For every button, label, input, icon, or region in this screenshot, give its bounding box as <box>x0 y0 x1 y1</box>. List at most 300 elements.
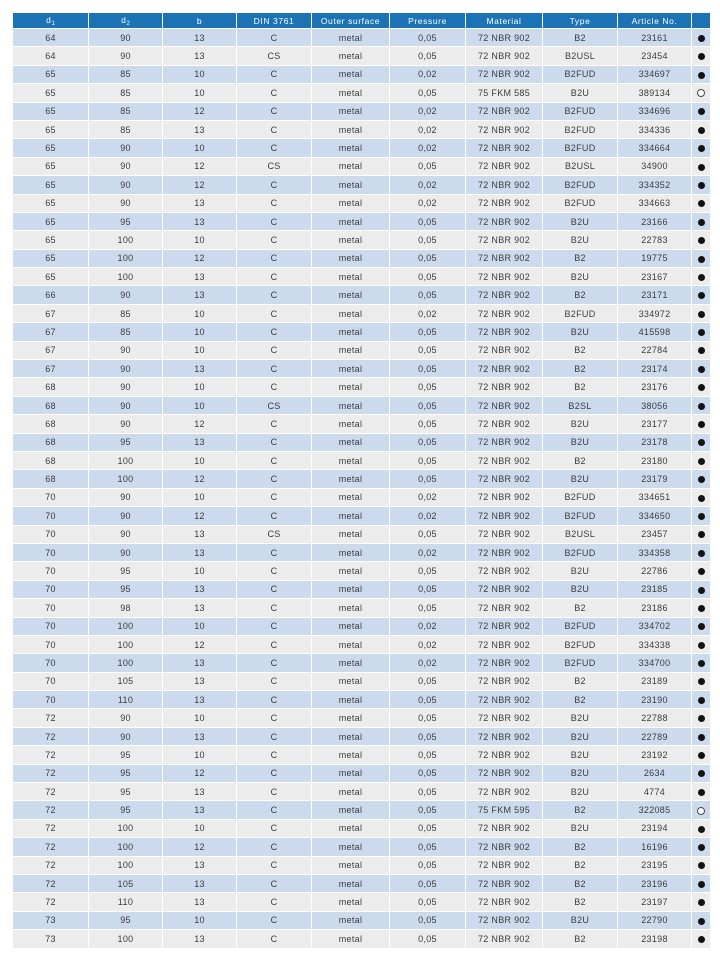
table-row <box>13 103 710 121</box>
column-header-type <box>543 13 618 29</box>
cell-pressure: 0,05 <box>390 378 466 396</box>
cell-din-3761: C <box>237 103 312 121</box>
cell-type: B2USL <box>543 47 618 65</box>
cell-pressure: 0,05 <box>390 783 466 801</box>
cell-availability <box>692 47 710 65</box>
cell-d1: 70 <box>13 581 89 599</box>
cell-pressure: 0,02 <box>390 654 466 672</box>
cell-d2: 90 <box>89 47 163 65</box>
filled-dot-icon <box>698 164 705 171</box>
filled-dot-icon <box>698 826 705 833</box>
column-header-din-3761 <box>237 13 312 29</box>
cell-din-3761: C <box>237 893 312 911</box>
cell-type: B2U <box>543 783 618 801</box>
cell-din-3761: C <box>237 213 312 231</box>
cell-pressure: 0,05 <box>390 470 466 488</box>
cell-pressure: 0,05 <box>390 691 466 709</box>
cell-pressure: 0,02 <box>390 66 466 84</box>
cell-d2: 90 <box>89 544 163 562</box>
product-table <box>13 13 710 949</box>
table-row <box>13 470 710 488</box>
cell-d2: 90 <box>89 415 163 433</box>
cell-d1: 70 <box>13 691 89 709</box>
cell-material: 72 NBR 902 <box>466 470 543 488</box>
cell-pressure: 0,05 <box>390 673 466 691</box>
table-row <box>13 544 710 562</box>
cell-material: 72 NBR 902 <box>466 526 543 544</box>
cell-outer-surface: metal <box>312 489 390 507</box>
cell-article-no: 23171 <box>618 286 692 304</box>
cell-d2: 90 <box>89 526 163 544</box>
cell-outer-surface: metal <box>312 195 390 213</box>
cell-b: 10 <box>163 305 237 323</box>
filled-dot-icon <box>698 458 705 465</box>
table-row <box>13 893 710 911</box>
filled-dot-icon <box>698 899 705 906</box>
cell-din-3761: C <box>237 489 312 507</box>
cell-b: 12 <box>163 415 237 433</box>
table-row <box>13 526 710 544</box>
cell-b: 13 <box>163 286 237 304</box>
cell-d2: 90 <box>89 397 163 415</box>
column-header-d1 <box>13 13 89 29</box>
cell-din-3761: C <box>237 66 312 84</box>
cell-d1: 70 <box>13 507 89 525</box>
cell-din-3761: CS <box>237 397 312 415</box>
filled-dot-icon <box>698 862 705 869</box>
cell-outer-surface: metal <box>312 397 390 415</box>
filled-dot-icon <box>698 587 705 594</box>
filled-dot-icon <box>698 476 705 483</box>
cell-d2: 85 <box>89 103 163 121</box>
filled-dot-icon <box>698 108 705 115</box>
filled-dot-icon <box>698 531 705 538</box>
cell-d1: 68 <box>13 397 89 415</box>
cell-type: B2 <box>543 673 618 691</box>
cell-din-3761: C <box>237 875 312 893</box>
cell-din-3761: C <box>237 231 312 249</box>
cell-din-3761: C <box>237 360 312 378</box>
cell-b: 13 <box>163 893 237 911</box>
filled-dot-icon <box>698 881 705 888</box>
cell-pressure: 0,05 <box>390 912 466 930</box>
cell-article-no: 22790 <box>618 912 692 930</box>
table-row <box>13 47 710 65</box>
cell-type: B2 <box>543 893 618 911</box>
filled-dot-icon <box>698 439 705 446</box>
cell-b: 13 <box>163 121 237 139</box>
cell-material: 72 NBR 902 <box>466 599 543 617</box>
cell-type: B2 <box>543 930 618 948</box>
cell-article-no: 23177 <box>618 415 692 433</box>
cell-din-3761: C <box>237 268 312 286</box>
cell-b: 10 <box>163 820 237 838</box>
cell-din-3761: C <box>237 470 312 488</box>
cell-din-3761: C <box>237 378 312 396</box>
filled-dot-icon <box>698 513 705 520</box>
cell-b: 10 <box>163 139 237 157</box>
cell-b: 10 <box>163 562 237 580</box>
column-header-subscript: 2 <box>126 20 130 27</box>
filled-dot-icon <box>698 403 705 410</box>
column-header-label: DIN 3761 <box>253 15 295 26</box>
cell-b: 13 <box>163 47 237 65</box>
cell-material: 72 NBR 902 <box>466 893 543 911</box>
cell-b: 10 <box>163 618 237 636</box>
cell-d2: 100 <box>89 470 163 488</box>
table-row <box>13 728 710 746</box>
cell-outer-surface: metal <box>312 84 390 102</box>
cell-b: 12 <box>163 250 237 268</box>
cell-type: B2FUD <box>543 66 618 84</box>
cell-material: 72 NBR 902 <box>466 544 543 562</box>
cell-d1: 65 <box>13 158 89 176</box>
cell-d2: 95 <box>89 746 163 764</box>
cell-pressure: 0,05 <box>390 930 466 948</box>
cell-availability <box>692 397 710 415</box>
cell-d1: 65 <box>13 195 89 213</box>
cell-d2: 100 <box>89 654 163 672</box>
cell-din-3761: C <box>237 176 312 194</box>
cell-d2: 90 <box>89 29 163 47</box>
cell-material: 72 NBR 902 <box>466 912 543 930</box>
filled-dot-icon <box>698 35 705 42</box>
cell-d2: 95 <box>89 434 163 452</box>
cell-availability <box>692 912 710 930</box>
cell-material: 72 NBR 902 <box>466 746 543 764</box>
cell-d2: 105 <box>89 875 163 893</box>
cell-material: 72 NBR 902 <box>466 618 543 636</box>
cell-material: 72 NBR 902 <box>466 875 543 893</box>
column-header-pressure <box>390 13 466 29</box>
cell-type: B2FUD <box>543 489 618 507</box>
cell-b: 12 <box>163 765 237 783</box>
filled-dot-icon <box>698 495 705 502</box>
cell-d1: 73 <box>13 912 89 930</box>
column-header-material <box>466 13 543 29</box>
cell-type: B2FUD <box>543 618 618 636</box>
cell-d1: 70 <box>13 599 89 617</box>
cell-material: 72 NBR 902 <box>466 930 543 948</box>
cell-availability <box>692 599 710 617</box>
cell-d2: 95 <box>89 562 163 580</box>
cell-d1: 68 <box>13 378 89 396</box>
filled-dot-icon <box>698 384 705 391</box>
cell-pressure: 0,05 <box>390 599 466 617</box>
cell-article-no: 2634 <box>618 765 692 783</box>
column-header-outer-surface <box>312 13 390 29</box>
filled-dot-icon <box>698 715 705 722</box>
cell-pressure: 0,05 <box>390 268 466 286</box>
cell-material: 72 NBR 902 <box>466 765 543 783</box>
cell-outer-surface: metal <box>312 618 390 636</box>
cell-material: 72 NBR 902 <box>466 673 543 691</box>
cell-d1: 72 <box>13 838 89 856</box>
table-row <box>13 618 710 636</box>
cell-d1: 65 <box>13 250 89 268</box>
cell-article-no: 23180 <box>618 452 692 470</box>
cell-availability <box>692 728 710 746</box>
cell-pressure: 0,05 <box>390 820 466 838</box>
cell-b: 12 <box>163 507 237 525</box>
cell-pressure: 0,05 <box>390 158 466 176</box>
cell-pressure: 0,05 <box>390 562 466 580</box>
cell-pressure: 0,05 <box>390 250 466 268</box>
cell-pressure: 0,05 <box>390 452 466 470</box>
cell-d1: 70 <box>13 526 89 544</box>
column-header-label: Pressure <box>408 15 447 26</box>
cell-d2: 85 <box>89 305 163 323</box>
cell-availability <box>692 673 710 691</box>
cell-pressure: 0,05 <box>390 746 466 764</box>
cell-d2: 90 <box>89 728 163 746</box>
table-row <box>13 912 710 930</box>
cell-availability <box>692 250 710 268</box>
cell-d1: 64 <box>13 47 89 65</box>
column-header-subscript: 1 <box>51 20 55 27</box>
cell-outer-surface: metal <box>312 452 390 470</box>
cell-article-no: 334358 <box>618 544 692 562</box>
cell-type: B2USL <box>543 158 618 176</box>
cell-type: B2U <box>543 912 618 930</box>
cell-b: 13 <box>163 728 237 746</box>
table-row <box>13 29 710 47</box>
cell-din-3761: C <box>237 121 312 139</box>
filled-dot-icon <box>698 844 705 851</box>
filled-dot-icon <box>698 292 705 299</box>
cell-outer-surface: metal <box>312 673 390 691</box>
cell-type: B2FUD <box>543 636 618 654</box>
cell-article-no: 334336 <box>618 121 692 139</box>
cell-material: 72 NBR 902 <box>466 378 543 396</box>
cell-d2: 98 <box>89 599 163 617</box>
cell-article-no: 334352 <box>618 176 692 194</box>
column-header-label: Type <box>569 15 591 26</box>
cell-type: B2FUD <box>543 195 618 213</box>
cell-pressure: 0,05 <box>390 47 466 65</box>
cell-type: B2U <box>543 84 618 102</box>
cell-pressure: 0,05 <box>390 415 466 433</box>
cell-d1: 67 <box>13 342 89 360</box>
cell-material: 72 NBR 902 <box>466 709 543 727</box>
table-row <box>13 268 710 286</box>
cell-type: B2U <box>543 581 618 599</box>
cell-b: 10 <box>163 709 237 727</box>
cell-pressure: 0,05 <box>390 857 466 875</box>
cell-din-3761: C <box>237 765 312 783</box>
cell-material: 72 NBR 902 <box>466 213 543 231</box>
cell-article-no: 23194 <box>618 820 692 838</box>
cell-din-3761: C <box>237 562 312 580</box>
filled-dot-icon <box>698 311 705 318</box>
cell-outer-surface: metal <box>312 526 390 544</box>
cell-article-no: 23195 <box>618 857 692 875</box>
cell-outer-surface: metal <box>312 636 390 654</box>
cell-outer-surface: metal <box>312 158 390 176</box>
cell-outer-surface: metal <box>312 360 390 378</box>
cell-outer-surface: metal <box>312 709 390 727</box>
cell-type: B2 <box>543 250 618 268</box>
table-row <box>13 195 710 213</box>
filled-dot-icon <box>698 347 705 354</box>
cell-outer-surface: metal <box>312 305 390 323</box>
cell-d1: 72 <box>13 709 89 727</box>
cell-outer-surface: metal <box>312 562 390 580</box>
cell-material: 72 NBR 902 <box>466 103 543 121</box>
cell-outer-surface: metal <box>312 29 390 47</box>
cell-din-3761: C <box>237 636 312 654</box>
table-row <box>13 360 710 378</box>
cell-availability <box>692 378 710 396</box>
cell-material: 72 NBR 902 <box>466 507 543 525</box>
cell-d2: 85 <box>89 66 163 84</box>
cell-d2: 90 <box>89 507 163 525</box>
cell-pressure: 0,05 <box>390 801 466 819</box>
cell-b: 12 <box>163 158 237 176</box>
cell-outer-surface: metal <box>312 121 390 139</box>
cell-material: 72 NBR 902 <box>466 250 543 268</box>
cell-b: 10 <box>163 378 237 396</box>
table-row <box>13 599 710 617</box>
cell-article-no: 38056 <box>618 397 692 415</box>
table-header-row <box>13 13 710 29</box>
cell-din-3761: C <box>237 452 312 470</box>
cell-type: B2U <box>543 728 618 746</box>
table-row <box>13 323 710 341</box>
cell-outer-surface: metal <box>312 507 390 525</box>
cell-article-no: 23190 <box>618 691 692 709</box>
filled-dot-icon <box>698 605 705 612</box>
filled-dot-icon <box>698 145 705 152</box>
cell-d1: 70 <box>13 654 89 672</box>
column-header-label: Article No. <box>631 15 678 26</box>
cell-material: 72 NBR 902 <box>466 691 543 709</box>
cell-d2: 85 <box>89 84 163 102</box>
cell-outer-surface: metal <box>312 323 390 341</box>
cell-d2: 90 <box>89 360 163 378</box>
cell-outer-surface: metal <box>312 893 390 911</box>
cell-din-3761: C <box>237 29 312 47</box>
cell-availability <box>692 121 710 139</box>
filled-dot-icon <box>698 752 705 759</box>
cell-pressure: 0,02 <box>390 305 466 323</box>
cell-type: B2U <box>543 323 618 341</box>
cell-outer-surface: metal <box>312 139 390 157</box>
cell-article-no: 334700 <box>618 654 692 672</box>
cell-availability <box>692 195 710 213</box>
table-row <box>13 139 710 157</box>
cell-pressure: 0,02 <box>390 121 466 139</box>
cell-d2: 100 <box>89 452 163 470</box>
cell-type: B2U <box>543 415 618 433</box>
cell-d1: 68 <box>13 415 89 433</box>
open-dot-icon <box>697 807 705 815</box>
cell-din-3761: CS <box>237 526 312 544</box>
cell-din-3761: C <box>237 820 312 838</box>
cell-din-3761: C <box>237 746 312 764</box>
cell-pressure: 0,05 <box>390 397 466 415</box>
cell-d2: 100 <box>89 636 163 654</box>
cell-b: 13 <box>163 930 237 948</box>
cell-material: 72 NBR 902 <box>466 360 543 378</box>
cell-material: 72 NBR 902 <box>466 66 543 84</box>
cell-pressure: 0,05 <box>390 231 466 249</box>
cell-article-no: 23197 <box>618 893 692 911</box>
cell-din-3761: C <box>237 84 312 102</box>
cell-type: B2 <box>543 29 618 47</box>
cell-material: 72 NBR 902 <box>466 231 543 249</box>
cell-pressure: 0,05 <box>390 838 466 856</box>
cell-d2: 90 <box>89 342 163 360</box>
cell-type: B2U <box>543 268 618 286</box>
table-row <box>13 397 710 415</box>
table-row <box>13 746 710 764</box>
cell-d2: 100 <box>89 231 163 249</box>
cell-article-no: 334663 <box>618 195 692 213</box>
table-row <box>13 121 710 139</box>
table-row <box>13 581 710 599</box>
cell-b: 13 <box>163 526 237 544</box>
cell-outer-surface: metal <box>312 268 390 286</box>
cell-din-3761: C <box>237 305 312 323</box>
column-header-b <box>163 13 237 29</box>
cell-outer-surface: metal <box>312 801 390 819</box>
cell-d2: 100 <box>89 857 163 875</box>
cell-din-3761: C <box>237 654 312 672</box>
filled-dot-icon <box>698 237 705 244</box>
cell-outer-surface: metal <box>312 286 390 304</box>
cell-din-3761: C <box>237 857 312 875</box>
table-row <box>13 434 710 452</box>
cell-outer-surface: metal <box>312 342 390 360</box>
cell-availability <box>692 930 710 948</box>
cell-type: B2FUD <box>543 544 618 562</box>
cell-availability <box>692 213 710 231</box>
table-row <box>13 654 710 672</box>
cell-outer-surface: metal <box>312 912 390 930</box>
cell-availability <box>692 691 710 709</box>
cell-outer-surface: metal <box>312 415 390 433</box>
cell-availability <box>692 470 710 488</box>
cell-b: 12 <box>163 176 237 194</box>
cell-availability <box>692 66 710 84</box>
cell-outer-surface: metal <box>312 728 390 746</box>
cell-outer-surface: metal <box>312 213 390 231</box>
cell-outer-surface: metal <box>312 599 390 617</box>
cell-article-no: 23186 <box>618 599 692 617</box>
cell-din-3761: C <box>237 544 312 562</box>
cell-article-no: 22783 <box>618 231 692 249</box>
table-row <box>13 636 710 654</box>
cell-din-3761: C <box>237 838 312 856</box>
cell-d1: 70 <box>13 544 89 562</box>
cell-d1: 67 <box>13 360 89 378</box>
cell-article-no: 322085 <box>618 801 692 819</box>
cell-b: 13 <box>163 195 237 213</box>
cell-d1: 72 <box>13 765 89 783</box>
table-row <box>13 158 710 176</box>
cell-outer-surface: metal <box>312 691 390 709</box>
cell-b: 13 <box>163 857 237 875</box>
cell-article-no: 22786 <box>618 562 692 580</box>
cell-d2: 90 <box>89 378 163 396</box>
cell-availability <box>692 434 710 452</box>
cell-availability <box>692 875 710 893</box>
cell-d2: 100 <box>89 268 163 286</box>
cell-material: 72 NBR 902 <box>466 636 543 654</box>
cell-article-no: 415598 <box>618 323 692 341</box>
cell-article-no: 23189 <box>618 673 692 691</box>
